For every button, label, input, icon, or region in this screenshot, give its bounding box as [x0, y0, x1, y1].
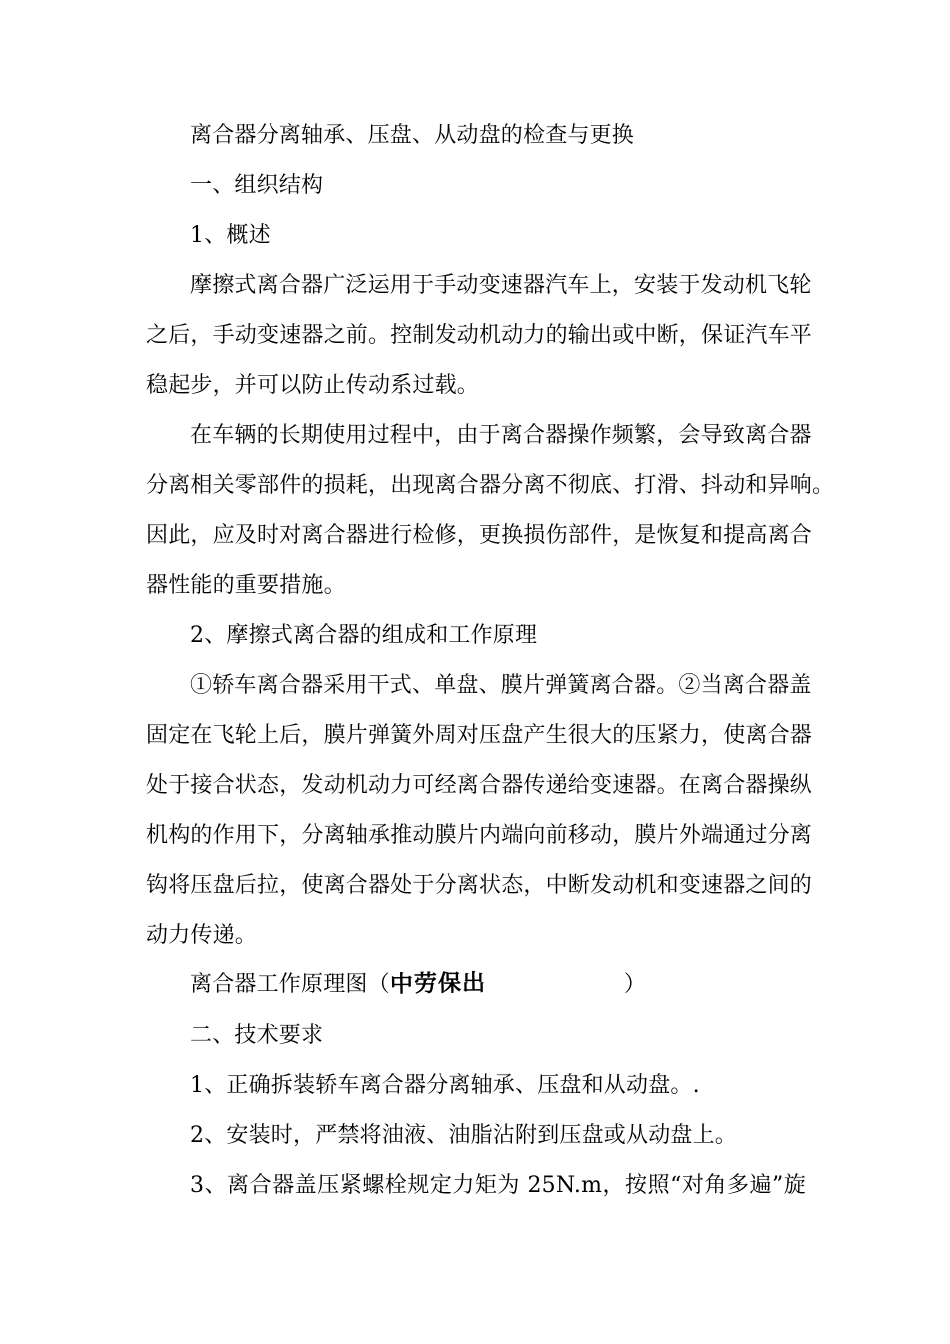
overview-paragraph-1-line-1: 摩擦式离合器广泛运用于手动变速器汽车上，安装于发动机飞轮 [190, 273, 812, 298]
principle-paragraph-line-5: 钩将压盘后拉，使离合器处于分离状态，中断发动机和变速器之间的 [146, 873, 813, 898]
diagram-caption-suffix: ） [623, 972, 647, 997]
diagram-caption [190, 968, 806, 1001]
principle-paragraph-line-1: ①轿车离合器采用干式、单盘、膜片弹簧离合器。②当离合器盖 [190, 673, 812, 698]
requirement-3: 3、离合器盖压紧螺栓规定力矩为 25N.m，按照“对角多遍”旋 [190, 1173, 806, 1198]
overview-paragraph-2-line-1: 在车辆的长期使用过程中，由于离合器操作频繁，会导致离合器 [190, 423, 812, 448]
diagram-caption-prefix: 离合器工作原理图（ [190, 972, 390, 997]
overview-paragraph-2-line-2: 分离相关零部件的损耗，出现离合器分离不彻底、打滑、抖动和异响。 [146, 473, 835, 498]
requirement-2: 2、安装时，严禁将油液、油脂沾附到压盘或从动盘上。 [190, 1123, 737, 1148]
section-heading-organization: 一、组织结构 [190, 173, 324, 198]
subheading-overview: 1、概述 [190, 223, 271, 248]
principle-paragraph-line-4: 机构的作用下，分离轴承推动膜片内端向前移动，膜片外端通过分离 [146, 823, 813, 848]
overview-paragraph-2-line-4: 器性能的重要措施。 [146, 573, 346, 598]
overview-paragraph-2-line-3: 因此，应及时对离合器进行检修，更换损伤部件，是恢复和提高离合 [146, 523, 813, 548]
section-heading-technical-requirements: 二、技术要求 [190, 1023, 324, 1048]
handwritten-annotation: 中劳保出 [389, 970, 487, 998]
subheading-principle: 2、摩擦式离合器的组成和工作原理 [190, 623, 538, 648]
overview-paragraph-1-line-2: 之后，手动变速器之前。控制发动机动力的输出或中断，保证汽车平 [146, 323, 813, 348]
requirement-1: 1、正确拆装轿车离合器分离轴承、压盘和从动盘。. [190, 1073, 700, 1098]
principle-paragraph-line-2: 固定在飞轮上后，膜片弹簧外周对压盘产生很大的压紧力，使离合器 [146, 723, 813, 748]
document-title: 离合器分离轴承、压盘、从动盘的检查与更换 [190, 123, 635, 148]
overview-paragraph-1-line-3: 稳起步，并可以防止传动系过载。 [146, 373, 480, 398]
principle-paragraph-line-3: 处于接合状态，发动机动力可经离合器传递给变速器。在离合器操纵 [146, 773, 813, 798]
principle-paragraph-line-6: 动力传递。 [146, 923, 258, 948]
